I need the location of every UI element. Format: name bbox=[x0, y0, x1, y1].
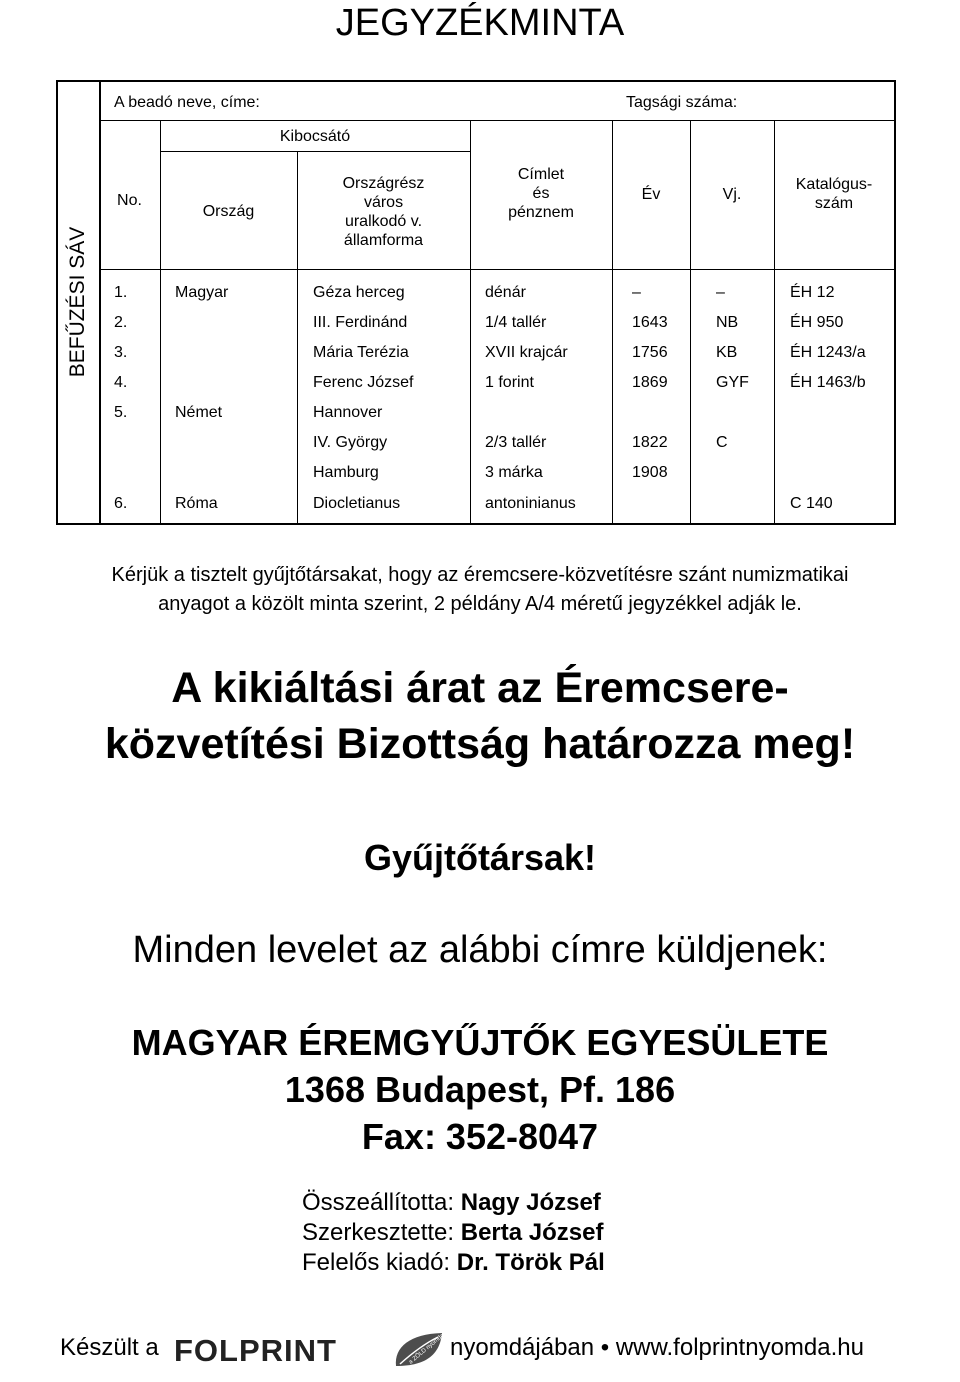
cell-year: 1643 bbox=[632, 314, 668, 331]
col-rule-5 bbox=[690, 120, 691, 523]
cell-region: Hannover bbox=[313, 404, 383, 421]
cell-year: – bbox=[632, 284, 641, 301]
cell-catalog: ÉH 12 bbox=[790, 284, 835, 301]
cell-region: Géza herceg bbox=[313, 284, 405, 301]
col-denomination-header: Címlet és pénznem bbox=[508, 166, 574, 221]
credit-edited bbox=[302, 1218, 603, 1248]
col-mint-header: Vj. bbox=[722, 186, 742, 203]
organization-name: MAGYAR ÉREMGYŰJTŐK EGYESÜLETE bbox=[131, 1022, 829, 1063]
col-catalog-header: Katalógus- szám bbox=[795, 176, 873, 212]
credit-edited-label: Szerkesztette: bbox=[302, 1219, 455, 1246]
cell-mint: GYF bbox=[716, 374, 749, 391]
instructions-line-2: anyagot a közölt minta szerint, 2 példány A/4 méretű jegyzékkel adják le. bbox=[158, 593, 802, 615]
cell-mint: KB bbox=[716, 344, 738, 361]
col-region-header: Országrész város uralkodó v. államforma bbox=[342, 175, 425, 249]
announcement-line-1: A kikiáltási árat az Éremcsere- bbox=[171, 664, 789, 712]
announcement-line-2: közvetítési Bizottság határozza meg! bbox=[104, 720, 856, 768]
sender-label: A beadó neve, címe: bbox=[114, 94, 260, 111]
credit-compiled bbox=[302, 1188, 601, 1218]
credit-publisher bbox=[302, 1248, 605, 1278]
cell-country: Német bbox=[175, 404, 223, 421]
cell-country: Róma bbox=[175, 495, 218, 512]
cell-region: III. Ferdinánd bbox=[313, 314, 408, 331]
cell-no: 5. bbox=[114, 404, 128, 421]
col-rule-1 bbox=[160, 120, 161, 523]
green-leaf-badge-icon bbox=[396, 1333, 444, 1366]
cell-region: IV. György bbox=[313, 434, 388, 451]
page-title: JEGYZÉKMINTA bbox=[335, 2, 625, 44]
cell-denomination: 3 márka bbox=[485, 464, 543, 481]
credit-compiled-name: Nagy József bbox=[460, 1189, 601, 1216]
cell-no: 1. bbox=[114, 284, 128, 301]
instructions-line-1: Kérjük a tisztelt gyűjtőtársakat, hogy az éremcsere-közvetítésre szánt numizmatikai bbox=[111, 564, 849, 586]
folprint-logo-text: FOLPRINT bbox=[174, 1333, 337, 1367]
cell-catalog: ÉH 950 bbox=[790, 314, 844, 331]
cell-region: Mária Terézia bbox=[313, 344, 409, 361]
cell-year: 1869 bbox=[632, 374, 668, 391]
cell-year: 1908 bbox=[632, 464, 668, 481]
footer-printing: nyomdájában • www.folprintnyomda.hu bbox=[450, 1334, 864, 1361]
organization-address: 1368 Budapest, Pf. 186 bbox=[284, 1069, 676, 1110]
cell-no: 6. bbox=[114, 495, 128, 512]
cell-year: 1822 bbox=[632, 434, 668, 451]
binding-strip-label: BEFŰZÉSI SÁV bbox=[66, 226, 89, 378]
cell-no: 4. bbox=[114, 374, 128, 391]
cell-mint: C bbox=[716, 434, 728, 451]
cell-mint: – bbox=[716, 284, 725, 301]
cell-region: Diocletianus bbox=[313, 495, 401, 512]
credit-publisher-label: Felelős kiadó: bbox=[302, 1249, 451, 1276]
credit-publisher-name: Dr. Török Pál bbox=[456, 1249, 605, 1276]
credit-compiled-label: Összeállította: bbox=[302, 1189, 455, 1216]
cell-denomination: antoninianus bbox=[485, 495, 576, 512]
col-year-header: Év bbox=[641, 186, 661, 203]
issuer-label: Kibocsátó bbox=[279, 128, 351, 145]
footer-made-at: Készült a bbox=[60, 1334, 159, 1361]
col-rule-4 bbox=[612, 120, 613, 523]
cell-catalog: C 140 bbox=[790, 495, 833, 512]
cell-no: 3. bbox=[114, 344, 128, 361]
badge-text: a ZÖLD nyomda bbox=[407, 1333, 444, 1366]
cell-denomination: 2/3 tallér bbox=[485, 434, 547, 451]
cell-denomination: 1/4 tallér bbox=[485, 314, 547, 331]
cell-region: Ferenc József bbox=[313, 374, 414, 391]
rule-issuer bbox=[160, 151, 470, 152]
credit-edited-name: Berta József bbox=[460, 1219, 604, 1246]
col-country-header: Ország bbox=[202, 203, 255, 220]
col-no-header: No. bbox=[117, 192, 142, 209]
cell-denomination: 1 forint bbox=[485, 374, 534, 391]
cell-catalog: ÉH 1243/a bbox=[790, 344, 866, 361]
cell-denomination: XVII krajcár bbox=[485, 344, 568, 361]
mail-request: Minden levelet az alábbi címre küldjenek: bbox=[132, 929, 828, 971]
cell-denomination: dénár bbox=[485, 284, 526, 301]
cell-year: 1756 bbox=[632, 344, 668, 361]
cell-mint: NB bbox=[716, 314, 739, 331]
cell-catalog: ÉH 1463/b bbox=[790, 374, 866, 391]
greeting: Gyűjtőtársak! bbox=[363, 837, 597, 878]
cell-country: Magyar bbox=[175, 284, 229, 301]
cell-no: 2. bbox=[114, 314, 128, 331]
cell-region: Hamburg bbox=[313, 464, 379, 481]
member-number-label: Tagsági száma: bbox=[626, 94, 738, 111]
organization-fax: Fax: 352-8047 bbox=[361, 1116, 599, 1157]
folprint-logo bbox=[172, 1333, 444, 1367]
